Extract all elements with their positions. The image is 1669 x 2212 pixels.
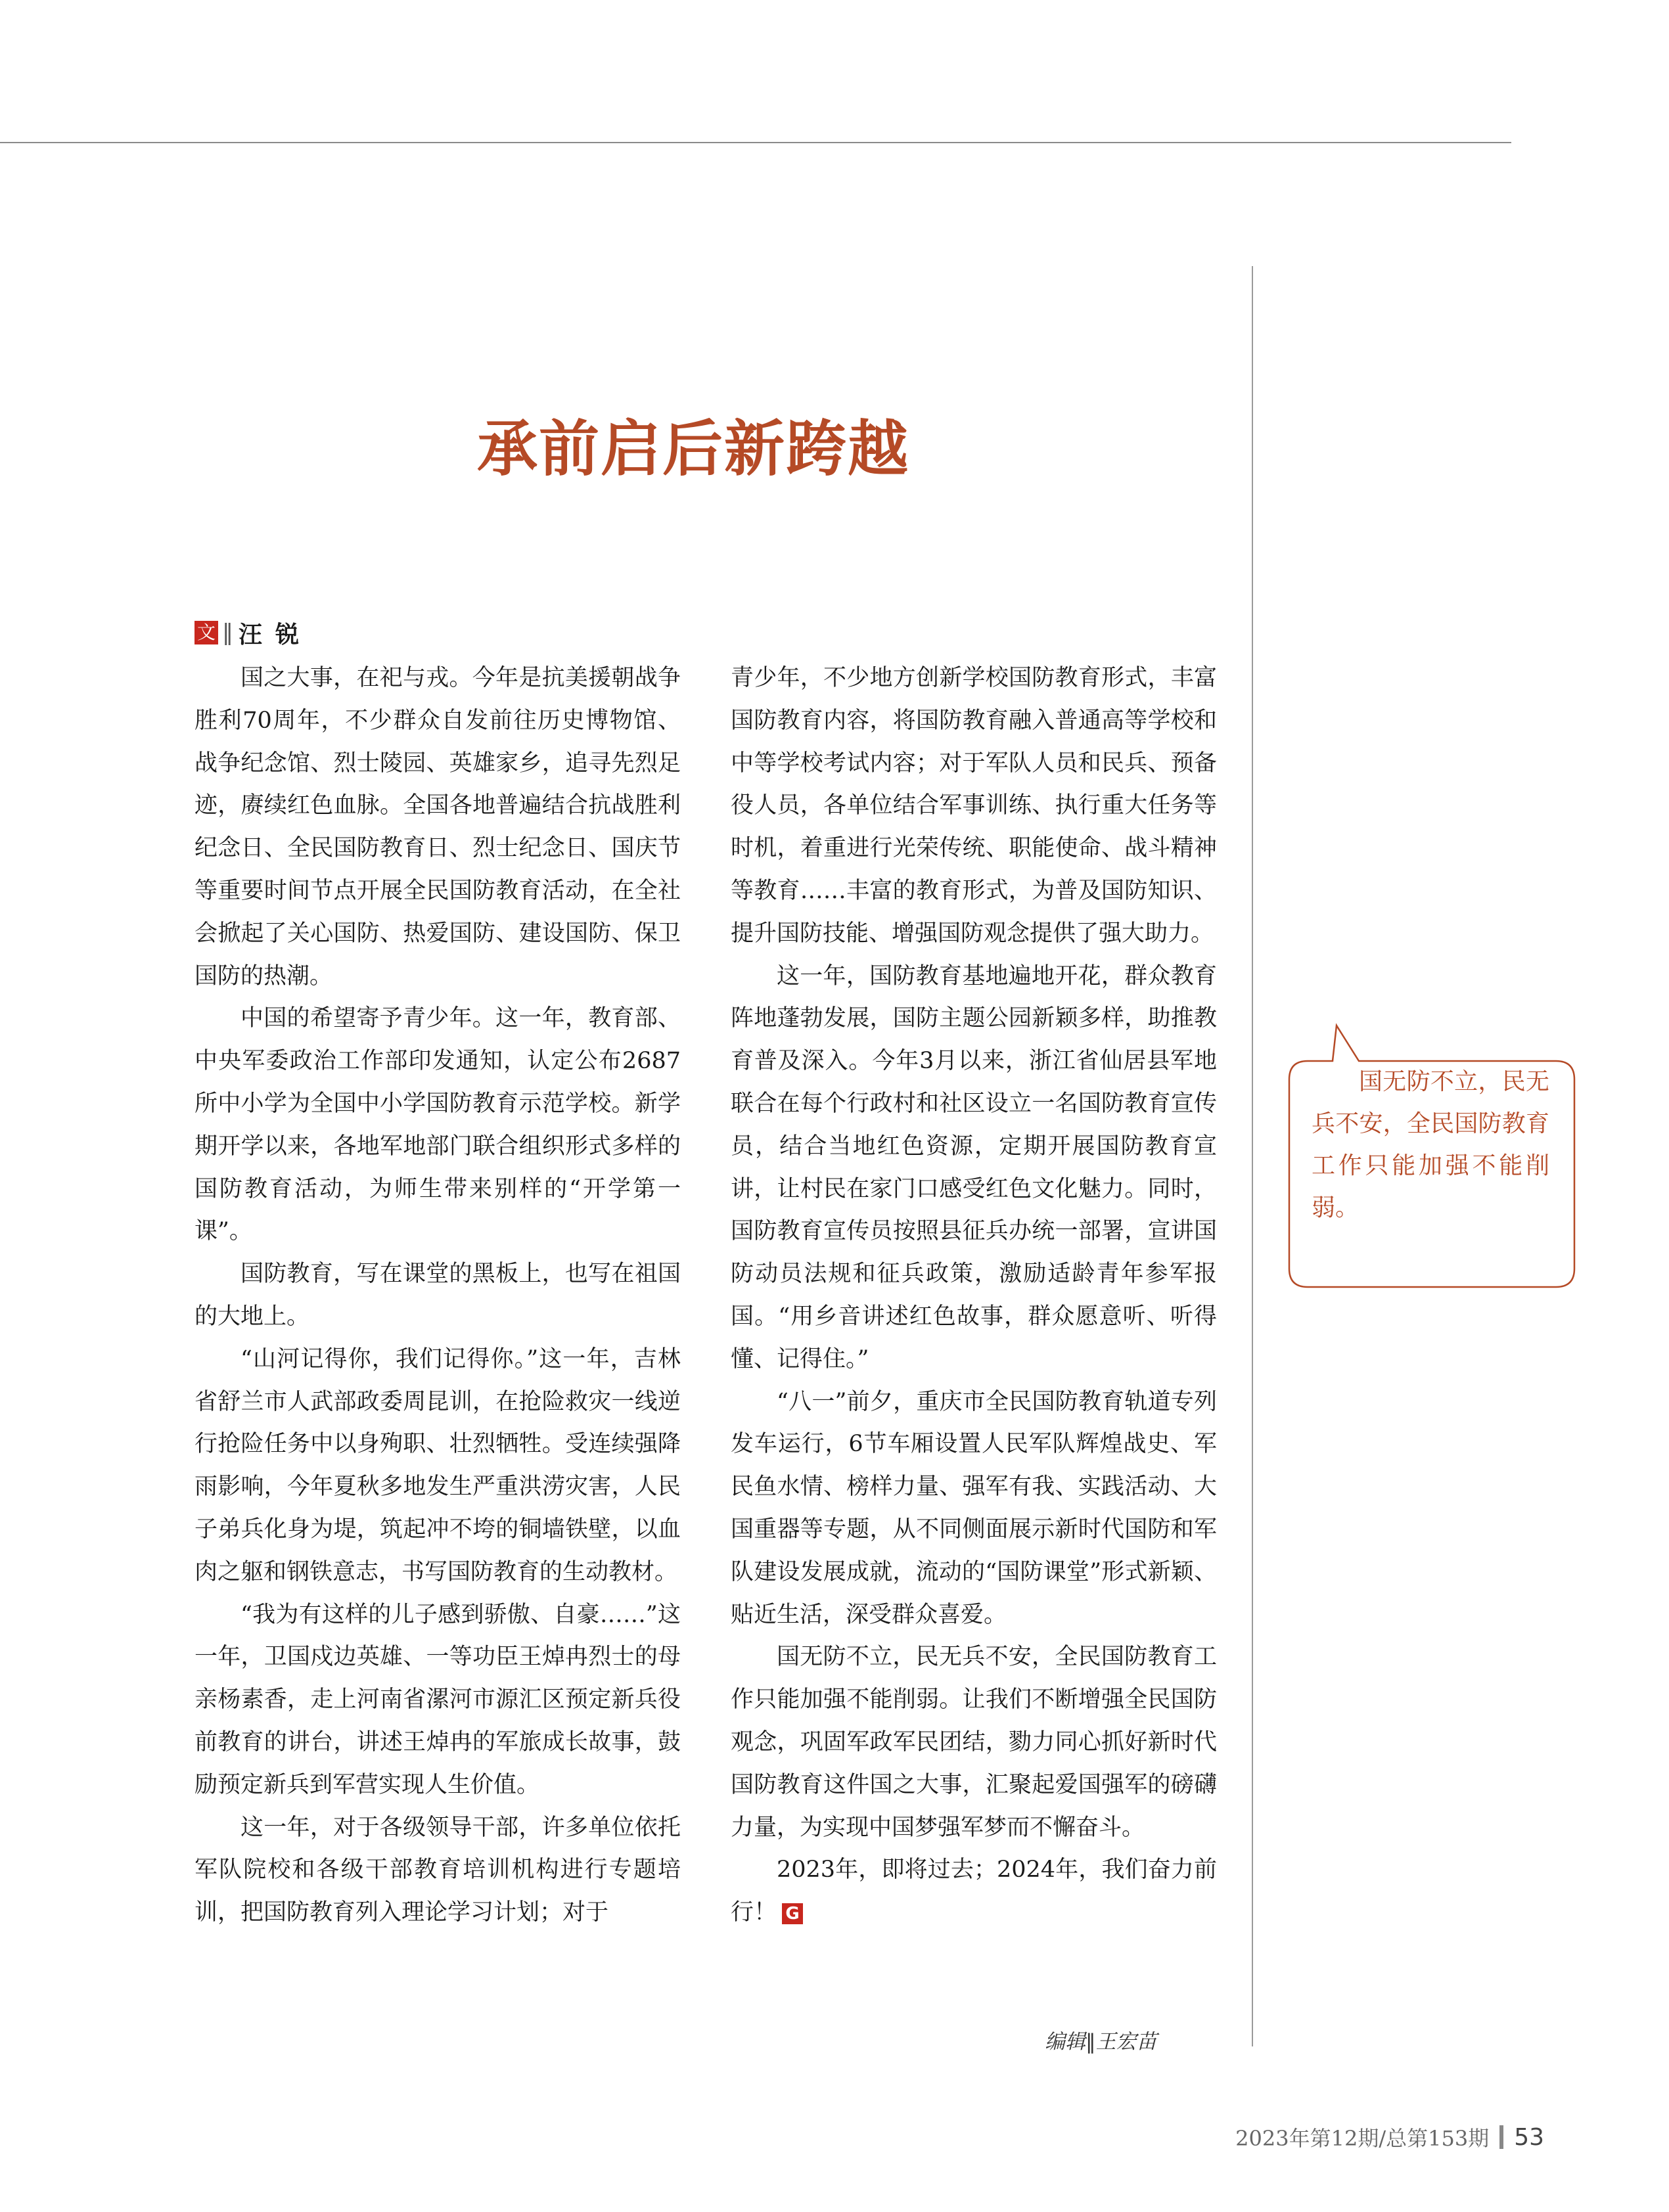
editor-credit: 编辑‖王宏苗 [1045,2030,1157,2054]
footer-divider [1499,2125,1503,2149]
byline [194,618,312,648]
paragraph: 国无防不立，民无兵不安，全民国防教育工作只能加强不能削弱。让我们不断增强全民国防观念，巩固军政军民团结，勠力同心抓好新时代国防教育这件国之大事，汇聚起爱国强军的磅礴力量，为实现中国梦强军梦而不懈奋斗。 [731,1644,1217,1841]
left-column [194,657,681,1934]
pull-quote-text: 国无防不立，民无兵不安，全民国防教育工作只能加强不能削弱。 [1312,1068,1549,1221]
final-paragraph [731,1849,1217,1934]
paragraph: “八一”前夕，重庆市全民国防教育轨道专列发车运行，6节车厢设置人民军队辉煌战史、军民鱼水情、榜样力量、强军有我、实践活动、大国重器等专题，从不同侧面展示新时代国防和军队建设发展成就，流动的“国防课堂”形式新颖、贴近生活，深受群众喜爱。 [731,1388,1217,1628]
paragraph: 这一年，国防教育基地遍地开花，群众教育阵地蓬勃发展，国防主题公园新颖多样，助推教育普及深入。今年3月以来，浙江省仙居县军地联合在每个行政村和社区设立一名国防教育宣传员，结合当地红色资源，定期开展国防教育宣讲，让村民在家门口感受红色文化魅力。同时，国防教育宣传员按照县征兵办统一部署，宣讲国防动员法规和征兵政策，激励适龄青年参军报国。“用乡音讲述红色故事，群众愿意听、听得懂、记得住。” [731,962,1217,1372]
byline-separator: ‖ [222,620,233,646]
page-footer [1235,2122,1544,2152]
paragraph: 国防教育，写在课堂的黑板上，也写在祖国的大地上。 [194,1261,681,1330]
byline-mark-icon: 文 [194,621,218,644]
paragraph: 国之大事，在祀与戎。今年是抗美援朝战争胜利70周年，不少群众自发前往历史博物馆、战争纪念馆、烈士陵园、英雄家乡，追寻先烈足迹，赓续红色血脉。全国各地普遍结合抗战胜利纪念日、全民国防教育日、烈士纪念日、国庆节等重要时间节点开展全民国防教育活动，在全社会掀起了关心国防、热爱国防、建设国防、保卫国防的热潮。 [194,665,681,989]
paragraph: 这一年，对于各级领导干部，许多单位依托军队院校和各级干部教育培训机构进行专题培训，把国防教育列入理论学习计划；对于 [194,1814,681,1926]
pull-quote [1287,1022,1576,1288]
paragraph: “山河记得你，我们记得你。”这一年，吉林省舒兰市人武部政委周昆训，在抢险救灾一线逆行抢险任务中以身殉职、壮烈牺牲。受连续强降雨影响，今年夏秋多地发生严重洪涝灾害，人民子弟兵化身为堤，筑起冲不垮的铜墙铁壁，以血肉之躯和钢铁意志，书写国防教育的生动教材。 [194,1345,681,1585]
issue-info: 2023年第12期/总第153期 [1235,2126,1490,2151]
article-title: 承前启后新跨越 [476,414,909,484]
top-rule [0,142,1511,143]
page-number: 53 [1514,2123,1544,2151]
sidebar-divider [1252,266,1253,2046]
paragraph: 青少年，不少地方创新学校国防教育形式，丰富国防教育内容，将国防教育融入普通高等学校和中等学校考试内容；对于军队人员和民兵、预备役人员，各单位结合军事训练、执行重大任务等时机，着重进行光荣传统、职能使命、战斗精神等教育……丰富的教育形式，为普及国防知识、提升国防技能、增强国防观念提供了强大助力。 [731,665,1217,947]
paragraph: “我为有这样的儿子感到骄傲、自豪……”这一年，卫国戍边英雄、一等功臣王焯冉烈士的母亲杨素香，走上河南省漯河市源汇区预定新兵役前教育的讲台，讲述王焯冉的军旅成长故事，鼓励预定新兵到军营实现人生价值。 [194,1601,681,1798]
final-paragraph-text: 2023年，即将过去；2024年，我们奋力前行！ [731,1857,1217,1926]
paragraph: 中国的希望寄予青少年。这一年，教育部、中央军委政治工作部印发通知，认定公布2687所中小学为全国中小学国防教育示范学校。新学期开学以来，各地军地部门联合组织形式多样的国防教育活动，为师生带来别样的“开学第一课”。 [194,1005,681,1245]
author-name: 汪锐 [239,621,313,648]
end-mark-icon: G [782,1903,803,1924]
right-column [731,657,1217,1934]
